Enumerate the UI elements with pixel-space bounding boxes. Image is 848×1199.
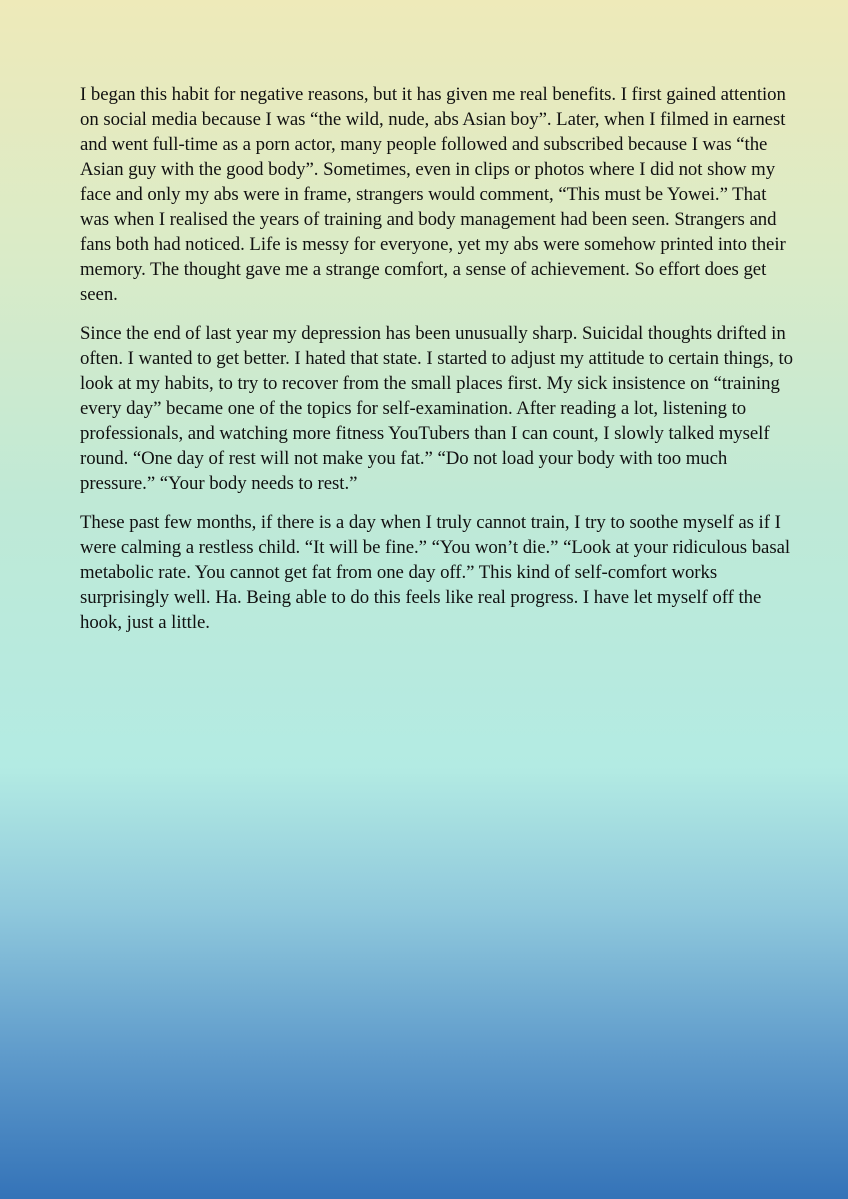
paragraph-3: These past few months, if there is a day when I truly cannot train, I try to soothe myself as if I were calming a restless child. “It will be fine.” “You won’t die.” “Look at your ridiculous basal metabolic rate. You cannot get fat from one day off.” This kind of self-comfort works surprisingly well. Ha. Being able to do this feels like real progress. I have let myself off the hook, just a little.	[80, 512, 791, 633]
paragraph-1: I began this habit for negative reasons, but it has given me real benefits. I first gained attention on social media because I was “the wild, nude, abs Asian boy”. Later, when I filmed in earnest and went full-time as a porn actor, many people followed and subscribed because I was “the Asian guy with the good body”. Sometimes, even in clips or photos where I did not show my face and only my abs were in frame, strangers would comment, “This must be Yowei.” That was when I realised the years of training and body management had been seen. Strangers and fans both had noticed. Life is messy for everyone, yet my abs were somehow printed into their memory. The thought gave me a strange comfort, a sense of achievement. So effort does get seen.	[80, 84, 786, 305]
paragraph-2: Since the end of last year my depression has been unusually sharp. Suicidal thoughts drifted in often. I wanted to get better. I hated that state. I started to adjust my attitude to certain things, to look at my habits, to try to recover from the small places first. My sick insistence on “training every day” became one of the topics for self-examination. After reading a lot, listening to professionals, and watching more fitness YouTubers than I can count, I slowly talked myself round. “One day of rest will not make you fat.” “Do not load your body with too much pressure.” “Your body needs to rest.”	[80, 323, 793, 494]
